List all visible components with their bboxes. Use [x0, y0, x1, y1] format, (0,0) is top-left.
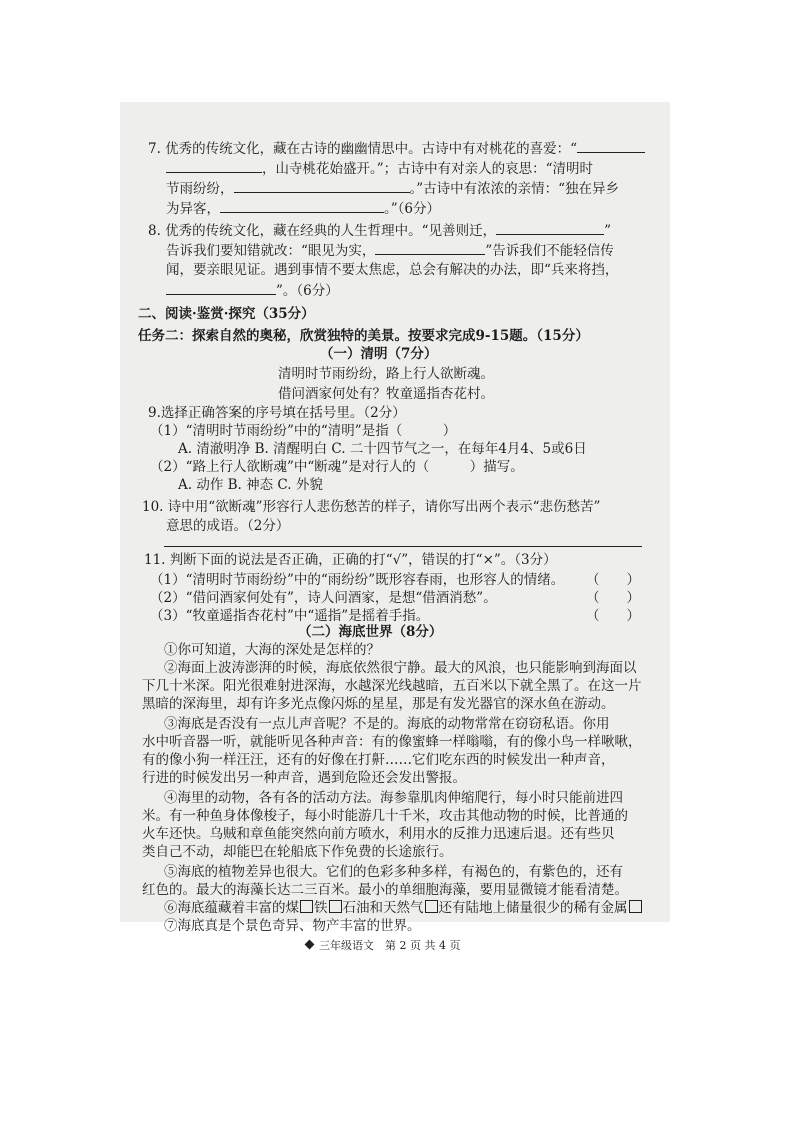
punctuation-box[interactable] [329, 900, 342, 913]
q8-line3: 闻，要亲眼见证。遇到事情不要太焦虑，总会有解决的办法，即“兵来将挡， [166, 262, 619, 278]
page-footer: 三年级语文 第 2 页 共 4 页 [306, 938, 460, 954]
q8-line2: 告诉我们要知错就改：“眼见为实， ”告诉我们不能轻信传 [166, 243, 614, 259]
passage-paragraph-7: ⑦海底真是个景色奇异、物产丰富的世界。 [164, 918, 421, 934]
punctuation-box[interactable] [300, 900, 313, 913]
q7-line2: ，山寺桃花始盛开。”；古诗中有对亲人的哀思：“清明时 [166, 160, 593, 177]
passage-line: 黑暗的深海里，却有许多光点像闪烁的星星，那是有发光器官的深水鱼在游动。 [142, 696, 615, 712]
answer-blank[interactable] [577, 140, 645, 153]
answer-blank[interactable] [220, 200, 384, 213]
q7-line4: 为异客， 。”（6分） [166, 201, 440, 217]
answer-blank[interactable] [234, 180, 410, 193]
q9-sub1: （1）“清明时节雨纷纷”中的“清明”是指（ ） [150, 423, 457, 439]
passage-line: ③海底是否没有一点儿声音呢？不是的。海底的动物常常在窃窃私语。你用 [164, 716, 610, 732]
q11-sub3: （3）“牧童遥指杏花村”中“遥指”是摇着手指。 [150, 608, 430, 624]
q9-sub2: （2）“路上行人欲断魂”中“断魂”是对行人的（ ）描写。 [150, 459, 524, 475]
punctuation-box[interactable] [425, 900, 438, 913]
q11-sub2: （2）“借问酒家何处有”，诗人问酒家，是想“借酒消愁”。 [150, 590, 497, 606]
q8-line1: 8. 优秀的传统文化，藏在经典的人生哲理中。“见善则迁， ” [148, 223, 611, 239]
q10-line2: 意思的成语。（2分） [166, 518, 290, 534]
q9-sub2-options: A. 动作 B. 神态 C. 外貌 [178, 477, 323, 493]
task2-heading: 任务二：探索自然的奥秘，欣赏独特的美景。按要求完成9-15题。（15分） [138, 328, 589, 344]
q11-stem: 11. 判断下面的说法是否正确，正确的打“√”，错误的打“×”。（3分） [144, 552, 557, 568]
q7-line3: 节雨纷纷， 。”古诗中有浓浓的亲情：“独在异乡 [166, 181, 620, 197]
passage-paragraph-6: ⑥海底蕴藏着丰富的煤 铁 石油和天然气 还有陆地上储量很少的稀有金属 [164, 900, 643, 916]
q7-line1: 7. 优秀的传统文化，藏在古诗的幽幽情思中。古诗中有对桃花的喜爱：“ [148, 140, 645, 157]
passage-line: 下几十米深。阳光很难射进深海，水越深光线越暗，五百米以下就全黑了。在这一片 [142, 678, 642, 694]
passage-line: ②海面上波涛澎湃的时候，海底依然很宁静。最大的风浪，也只能影响到海面以 [164, 660, 637, 676]
q11-sub1: （1）“清明时节雨纷纷”中的“雨纷纷”既形容春雨，也形容人的情绪。 [150, 572, 565, 588]
answer-blank[interactable] [496, 222, 604, 235]
answer-blank[interactable] [166, 282, 276, 295]
poem-title: （一）清明（7分） [320, 346, 438, 362]
punctuation-box[interactable] [629, 900, 642, 913]
passage-paragraph-1: ①你可知道，大海的深处是怎样的？ [164, 642, 380, 658]
q10-line1: 10. 诗中用“欲断魂”形容行人悲伤愁苦的样子，请你写出两个表示“悲伤愁苦” [142, 499, 601, 515]
answer-paren[interactable]: （ ） [586, 590, 640, 606]
passage-title: （二）海底世界（8分） [298, 624, 443, 640]
answer-blank[interactable] [166, 160, 262, 173]
exam-page [120, 102, 670, 952]
passage-line: 行进的时候发出另一种声音，遇到危险还会发出警报。 [142, 770, 466, 786]
passage-line: 有的像小狗一样汪汪，还有的好像在打鼾……它们吃东西的时候发出一种声音， [142, 752, 615, 768]
section2-heading: 二、阅读·鉴赏·探究（35分） [138, 306, 315, 322]
passage-line: ④海里的动物，各有各的活动方法。海参靠肌肉伸缩爬行，每小时只能前进四 [164, 790, 623, 806]
q8-line4: ”。（6分） [166, 282, 339, 299]
passage-line: 火车还快。乌贼和章鱼能突然向前方喷水，利用水的反推力迅速后退。还有些贝 [142, 826, 615, 842]
passage-line: 水中听音器一听，就能听见各种声音：有的像蜜蜂一样嗡嗡，有的像小鸟一样啾啾， [142, 734, 642, 750]
passage-line: 米。有一种鱼身体像梭子，每小时能游几十千米，攻击其他动物的时候，比普通的 [142, 808, 628, 824]
diamond-icon [305, 940, 315, 950]
passage-line: ⑤海底的植物差异也很大。它们的色彩多种多样，有褐色的，有紫色的，还有 [164, 864, 623, 880]
poem-line1: 清明时节雨纷纷，路上行人欲断魂。 [278, 366, 494, 382]
q9-stem: 9.选择正确答案的序号填在括号里。（2分） [148, 405, 406, 421]
poem-line2: 借问酒家何处有？牧童遥指杏花村。 [278, 386, 494, 402]
answer-paren[interactable]: （ ） [586, 608, 640, 624]
q9-sub1-options: A. 清澈明净 B. 清醒明白 C. 二十四节气之一，在每年4月4、5或6日 [178, 441, 587, 457]
answer-line[interactable] [164, 546, 642, 547]
answer-paren[interactable]: （ ） [586, 572, 640, 588]
answer-blank[interactable] [375, 242, 485, 255]
passage-line: 红色的。最大的海藻长达二三百米。最小的单细胞海藻，要用显微镜才能看清楚。 [142, 882, 628, 898]
passage-line: 类自己不动，却能巴在轮船底下作免费的长途旅行。 [142, 844, 453, 860]
